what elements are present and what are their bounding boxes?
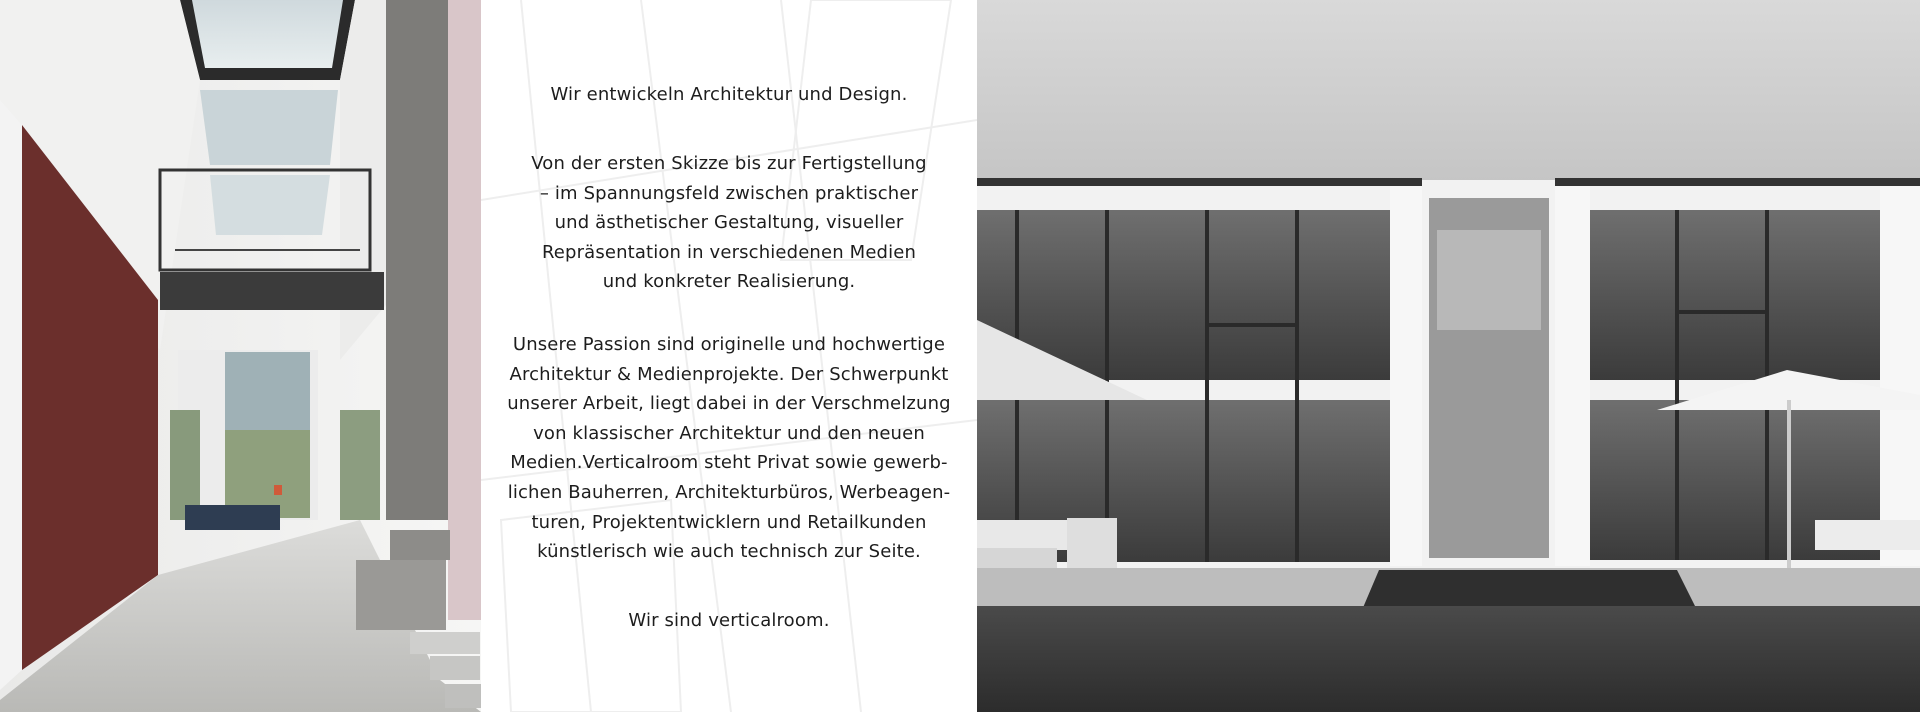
intro-panel	[481, 0, 977, 712]
closing-line: Wir sind verticalroom.	[628, 610, 830, 631]
passion-paragraph: Unsere Passion sind originelle und hochwertige Architektur & Medienprojekte. Der Schwerpunkt unserer Arbeit, liegt dabei in der Verschmelzung von klassischer Architektur und den neuen Medien.Verticalroom steht Privat sowie gewerb- lichen Bauherren, Architekturbüros, Werbeagen- turen, Projektentwicklern und Retailkunden künstlerisch wie auch technisch zur Seite.	[507, 334, 951, 563]
intro-paragraph: Von der ersten Skizze bis zur Fertigstellung – im Spannungsfeld zwischen praktischer und ästhetischer Gestaltung, visueller Repräsentation in verschiedenen Medien und konkreter Realisierung.	[531, 153, 927, 293]
tagline: Wir entwickeln Architektur und Design.	[550, 84, 908, 105]
house-exterior-photo	[977, 0, 1920, 712]
interior-photo	[0, 0, 481, 712]
intro-text	[481, 0, 977, 712]
